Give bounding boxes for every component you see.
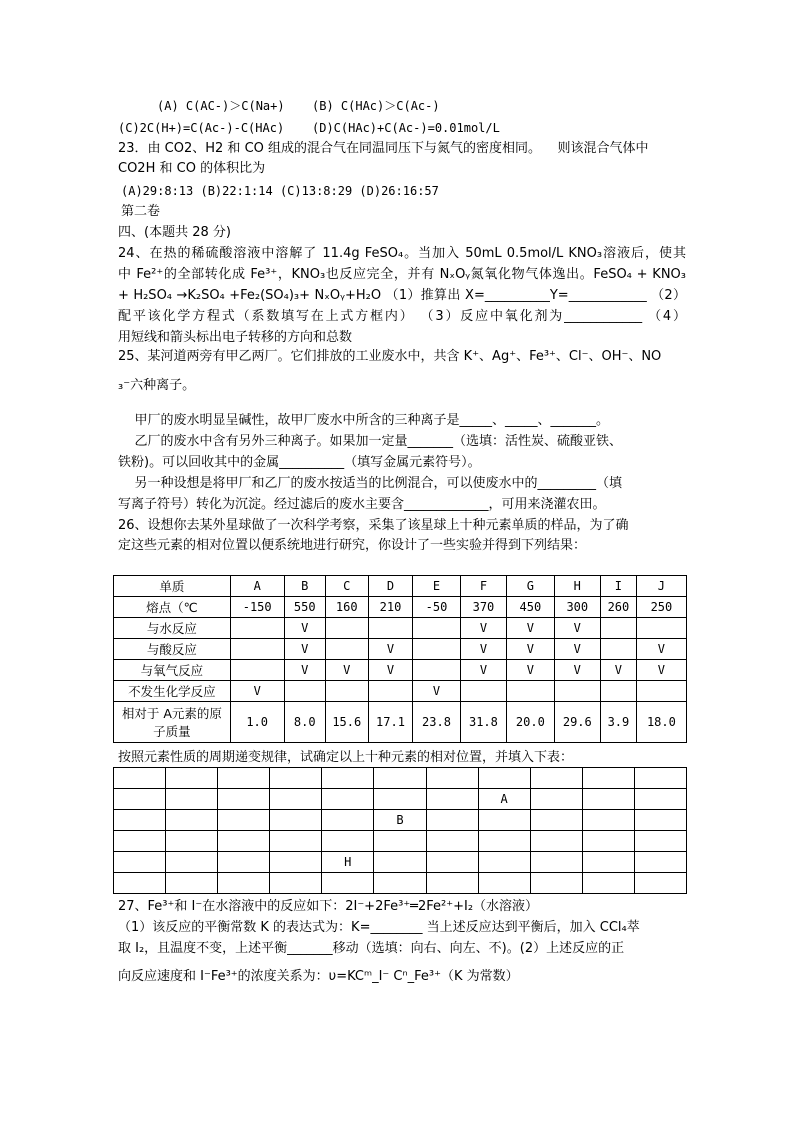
table-row [114,597,687,618]
grid-cell[interactable] [166,789,218,810]
table-cell [368,681,413,702]
table-cell: H [554,576,600,597]
grid-cell[interactable] [530,810,582,831]
table-cell: 单质 [114,576,231,597]
table-cell: V [368,639,413,660]
table-cell: V [507,639,554,660]
table-cell: 250 [636,597,686,618]
grid-cell[interactable] [166,852,218,873]
table-cell: V [601,660,637,681]
table-row [114,618,687,639]
section-heading: 四、(本题共 28 分) [118,225,231,240]
table-cell: 550 [284,597,325,618]
q22-option-d: (D)C(HAc)+C(Ac-)=0.01mol/L [312,121,500,135]
table-cell [601,639,637,660]
table-cell: 与酸反应 [114,639,231,660]
table-cell: V [230,681,284,702]
table-cell: V [460,639,506,660]
table-cell [636,681,686,702]
q24-text-2: 中 Fe²⁺的全部转化成 Fe³⁺，KNO₃也反应完全，并有 NₓOᵧ氮氧化物气体逸出。FeSO₄ + KNO₃ [118,267,686,282]
grid-cell[interactable] [478,810,530,831]
q25-paragraph-3a: 另一种设想是将甲厂和乙厂的废水按适当的比例混合，可以使废水中的_________（填 [118,476,623,491]
grid-cell[interactable] [374,873,426,894]
q25-paragraph-2b: 铁粉)。可以回收其中的金属__________（填写金属元素符号）。 [118,455,481,470]
table-cell: 18.0 [636,702,686,743]
grid-cell[interactable] [322,831,374,852]
table-row [114,660,687,681]
table-cell: V [507,660,554,681]
q26-text-2: 定这些元素的相对位置以便系统地进行研究，你设计了一些实验并得到下列结果： [118,538,587,553]
table-cell: D [368,576,413,597]
grid-cell[interactable] [530,789,582,810]
table-cell: 31.8 [460,702,506,743]
table-cell: V [460,660,506,681]
grid-cell[interactable] [582,810,634,831]
grid-cell[interactable] [114,852,166,873]
grid-row [114,789,687,810]
grid-cell[interactable] [530,768,582,789]
table-cell: 15.6 [325,702,368,743]
table-cell: 210 [368,597,413,618]
table-cell: V [368,660,413,681]
grid-cell[interactable] [478,831,530,852]
table-cell: V [284,639,325,660]
q27-text-4: 向反应速度和 I⁻Fe³⁺的浓度关系为：υ=KCᵐ_I⁻ Cⁿ_Fe³⁺（K 为常数） [118,969,519,984]
grid-row [114,810,687,831]
grid-cell[interactable] [634,810,686,831]
table-cell: 1.0 [230,702,284,743]
grid-cell[interactable] [426,810,478,831]
table-cell: -150 [230,597,284,618]
table-cell [460,681,506,702]
table-header-row [114,576,687,597]
table-cell: 160 [325,597,368,618]
table-cell: 450 [507,597,554,618]
table-cell: C [325,576,368,597]
table-cell: 不发生化学反应 [114,681,231,702]
grid-cell[interactable] [270,768,322,789]
table-cell: I [601,576,637,597]
grid-cell[interactable] [426,831,478,852]
grid-cell[interactable] [634,789,686,810]
grid-cell[interactable] [166,810,218,831]
grid-cell[interactable] [218,768,270,789]
q25-paragraph-1: 甲厂的废水明显呈碱性，故甲厂废水中所含的三种离子是_____、_____、_______。 [118,413,610,428]
q22-option-c: (C)2C(H+)=C(Ac-)-C(HAc) [118,121,285,135]
table-cell: 23.8 [413,702,460,743]
table-row [114,702,687,743]
table-cell: V [507,618,554,639]
q24-text-1: 24、在热的稀硫酸溶液中溶解了 11.4g FeSO₄。当加入 50mL 0.5mol/L KNO₃溶液后，使其 [118,246,686,261]
q27-text-3: 取 I₂，且温度不变，上述平衡_______移动（选填：向右、向左、不)。(2）上述反应的正 [118,941,625,956]
grid-cell[interactable] [634,768,686,789]
grid-cell[interactable] [582,873,634,894]
grid-cell[interactable] [374,789,426,810]
table-cell: 与氧气反应 [114,660,231,681]
grid-cell[interactable] [582,852,634,873]
periodic-position-grid [113,767,687,894]
table-cell: 与水反应 [114,618,231,639]
table-cell: 相对于 A元素的原子质量 [114,702,231,743]
grid-cell[interactable] [218,831,270,852]
grid-cell[interactable] [114,831,166,852]
table-cell [601,681,637,702]
table-cell: 17.1 [368,702,413,743]
table-cell [230,618,284,639]
table-cell [325,681,368,702]
q22-option-a: (A) C(AC-)＞C(Na+) [157,99,285,113]
section-title: 第二卷 [121,204,161,219]
table-cell: 8.0 [284,702,325,743]
grid-row [114,852,687,873]
table-cell: V [284,618,325,639]
q23-text-2: CO2H 和 CO 的体积比为 [118,161,266,176]
table-cell [368,618,413,639]
grid-cell[interactable] [530,852,582,873]
grid-cell[interactable] [166,873,218,894]
grid-cell[interactable] [270,852,322,873]
table-cell: F [460,576,506,597]
grid-cell[interactable] [426,768,478,789]
grid-cell[interactable] [322,789,374,810]
grid-cell[interactable] [478,852,530,873]
table-cell: -50 [413,597,460,618]
table-row [114,639,687,660]
grid-cell[interactable] [426,873,478,894]
table-row [114,681,687,702]
grid-cell[interactable] [374,831,426,852]
table-cell [230,660,284,681]
table-cell: V [554,660,600,681]
grid-cell[interactable] [322,873,374,894]
table-cell [284,681,325,702]
q27-text-1: 27、Fe³⁺和 I⁻在水溶液中的反应如下：2I⁻+2Fe³⁺═2Fe²⁺+I₂（水溶液） [118,899,539,914]
table-cell: G [507,576,554,597]
grid-cell[interactable]: H [322,852,374,873]
table-cell: 3.9 [601,702,637,743]
q25-text-2: ₃⁻六种离子。 [118,378,196,393]
table-cell: 260 [601,597,637,618]
table-cell [413,618,460,639]
grid-cell[interactable] [582,789,634,810]
table-cell: V [460,618,506,639]
q24-text-5: 用短线和箭头标出电子转移的方向和总数 [118,330,353,345]
grid-cell[interactable] [634,852,686,873]
table-cell: V [284,660,325,681]
grid-cell[interactable] [270,831,322,852]
grid-cell[interactable]: B [374,810,426,831]
q23-text-1: 23．由 CO2、H2 和 CO 组成的混合气在同温同压下与氮气的密度相同。 则该混合气体中 [118,141,649,156]
q24-text-4: 配平该化学方程式（系数填写在上式方框内） （3）反应中氧化剂为____________ （4） [118,309,686,324]
grid-cell[interactable] [322,810,374,831]
table-cell: V [413,681,460,702]
table-cell: V [554,639,600,660]
table-cell: A [230,576,284,597]
table-cell [413,660,460,681]
grid-cell[interactable] [218,810,270,831]
table-cell [636,618,686,639]
grid-cell[interactable] [634,873,686,894]
grid-cell[interactable] [582,768,634,789]
grid-cell[interactable] [114,768,166,789]
table-cell: 29.6 [554,702,600,743]
q25-paragraph-2a: 乙厂的废水中含有另外三种离子。如果加一定量_______（选填：活性炭、硫酸亚铁、 [118,434,623,449]
q23-options: (A)29:8:13 (B)22:1:14 (C)13:8:29 (D)26:16:57 [121,184,439,198]
grid-cell[interactable] [582,831,634,852]
q25-paragraph-3b: 写离子符号）转化为沉淀。经过滤后的废水主要含_____________，可用来浇灌农田。 [118,497,606,512]
grid-cell[interactable] [114,810,166,831]
grid-cell[interactable] [218,873,270,894]
grid-cell[interactable] [374,768,426,789]
table-cell [413,639,460,660]
table-cell [601,618,637,639]
table-cell: 熔点（℃ [114,597,231,618]
grid-cell[interactable] [374,852,426,873]
grid-cell[interactable] [270,873,322,894]
table-cell: V [554,618,600,639]
grid-cell[interactable] [166,768,218,789]
grid-cell[interactable] [166,831,218,852]
q25-text-1: 25、某河道两旁有甲乙两厂。它们排放的工业废水中，共含 K⁺、Ag⁺、Fe³⁺、Cl⁻、OH⁻、NO [118,349,662,364]
grid-cell[interactable] [270,810,322,831]
grid-cell[interactable] [530,831,582,852]
table-cell: V [636,639,686,660]
q24-text-3: + H₂SO₄ →K₂SO₄ +Fe₂(SO₄)₃+ NₓOᵧ+H₂O （1）推算出 X=__________Y=____________ （2） [118,288,686,303]
table-cell: V [325,660,368,681]
table-cell [325,639,368,660]
q27-text-2: （1）该反应的平衡常数 K 的表达式为：K=________ 当上述反应达到平衡后，加入 CCl₄萃 [118,920,640,935]
table-cell [230,639,284,660]
table-cell [507,681,554,702]
table-cell: 300 [554,597,600,618]
table-cell: J [636,576,686,597]
grid-cell[interactable] [114,789,166,810]
grid-cell[interactable] [218,789,270,810]
table-cell [325,618,368,639]
grid-cell[interactable] [478,873,530,894]
table-cell: V [636,660,686,681]
grid-cell[interactable] [114,873,166,894]
grid-cell[interactable] [634,831,686,852]
grid-cell[interactable] [426,789,478,810]
grid-cell[interactable] [478,768,530,789]
grid-row [114,873,687,894]
q26-text-1: 26、设想你去某外星球做了一次科学考察，采集了该星球上十种元素单质的样品，为了确 [118,518,629,533]
grid-cell[interactable] [426,852,478,873]
q22-option-b: (B) C(HAc)＞C(Ac-) [312,99,440,113]
table-cell [554,681,600,702]
table-cell: E [413,576,460,597]
grid-cell[interactable] [322,768,374,789]
grid-cell[interactable] [270,789,322,810]
grid-cell[interactable]: A [478,789,530,810]
element-properties-table [113,575,687,743]
table-cell: B [284,576,325,597]
table-cell: 370 [460,597,506,618]
grid-cell[interactable] [530,873,582,894]
grid-row [114,831,687,852]
grid-row [114,768,687,789]
grid-cell[interactable] [218,852,270,873]
table-cell: 20.0 [507,702,554,743]
q26-instruction: 按照元素性质的周期递变规律，试确定以上十种元素的相对位置，并填入下表： [118,750,574,765]
